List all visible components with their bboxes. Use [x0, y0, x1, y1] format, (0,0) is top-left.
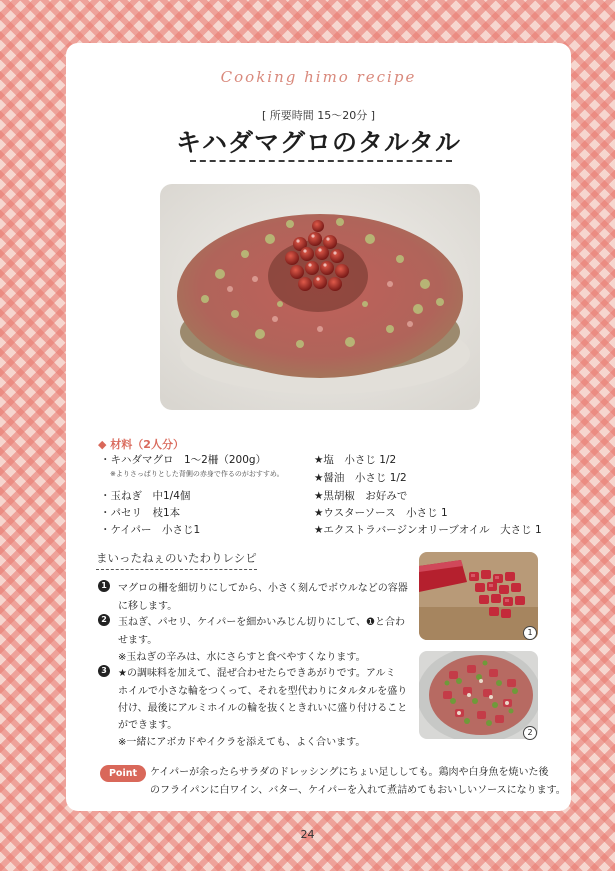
step-photo-badge-2: 2 — [523, 726, 537, 740]
step-number-3: 3 — [98, 665, 110, 677]
step-2-line: せます。 — [118, 635, 158, 646]
cooking-time: [ 所要時間 15～20分 ] — [261, 109, 376, 122]
point-line: のフライパンに白ワイン、バター、ケイパーを入れて煮詰めてもおいしいソースになります。 — [150, 785, 566, 796]
recipe-title: キハダマグロのタルタル — [175, 128, 461, 157]
ingredient-item: ・玉ねぎ 中1/4個 — [100, 490, 191, 502]
seasoning-item: ★醤油 小さじ 1/2 — [314, 472, 407, 484]
step-3-line: 付け、最後にアルミホイルの輪を抜くときれいに盛り付けること — [118, 703, 408, 714]
step-3-note: ※一緒にアボカドやイクラを添えても、よく合います。 — [118, 737, 366, 748]
step-photo-1 — [419, 552, 538, 640]
page-number: 24 — [300, 828, 315, 841]
step-3-line: ★の調味料を加えて、混ぜ合わせたらできあがりです。アルミ — [118, 668, 396, 679]
point-badge: Point — [100, 765, 146, 782]
ingredient-item: ・ケイパー 小さじ1 — [100, 524, 201, 536]
step-photo-badge-1: 1 — [523, 626, 537, 640]
step-2-note: ※玉ねぎの辛みは、水にさらすと食べやすくなります。 — [118, 652, 366, 663]
step-photo-2 — [419, 651, 538, 739]
ingredient-note: ※よりさっぱりとした背側の赤身で作るのがおすすめ。 — [110, 470, 284, 478]
seasoning-item: ★塩 小さじ 1/2 — [314, 454, 397, 466]
point-line: ケイパーが余ったらサラダのドレッシングにちょい足ししても。鶏肉や白身魚を焼いた後 — [150, 767, 549, 778]
ingredient-item: ・キハダマグロ 1～2柵（200g） — [100, 454, 267, 466]
step-2-line: 玉ねぎ、パセリ、ケイパーを細かいみじん切りにして、❶と合わ — [118, 617, 405, 628]
step-1-line: マグロの柵を細切りにしてから、小さく刻んでボウルなどの容器 — [118, 583, 408, 594]
dish-photo — [160, 184, 480, 410]
step-3-line: ホイルで小さな輪をつくって、それを型代わりにタルタルを盛り — [118, 686, 408, 697]
step-1-line: に移します。 — [118, 601, 178, 612]
step-number-2: 2 — [98, 614, 110, 626]
seasoning-item: ★黒胡椒 お好みで — [314, 490, 408, 502]
seasoning-item: ★エクストラバージンオリーブオイル 大さじ 1 — [314, 524, 542, 536]
step-number-1: 1 — [98, 580, 110, 592]
seasoning-item: ★ウスターソース 小さじ 1 — [314, 507, 448, 519]
title-divider — [190, 160, 452, 162]
recipe-card — [66, 43, 571, 811]
ingredients-heading: ◆ 材料（2人分） — [98, 438, 184, 451]
brand-logo: Cooking himo recipe — [220, 68, 417, 86]
ingredient-item: ・パセリ 枝1本 — [100, 507, 181, 519]
step-3-line: ができます。 — [118, 720, 178, 731]
method-title: まいったねぇのいたわりレシピ — [96, 550, 257, 570]
